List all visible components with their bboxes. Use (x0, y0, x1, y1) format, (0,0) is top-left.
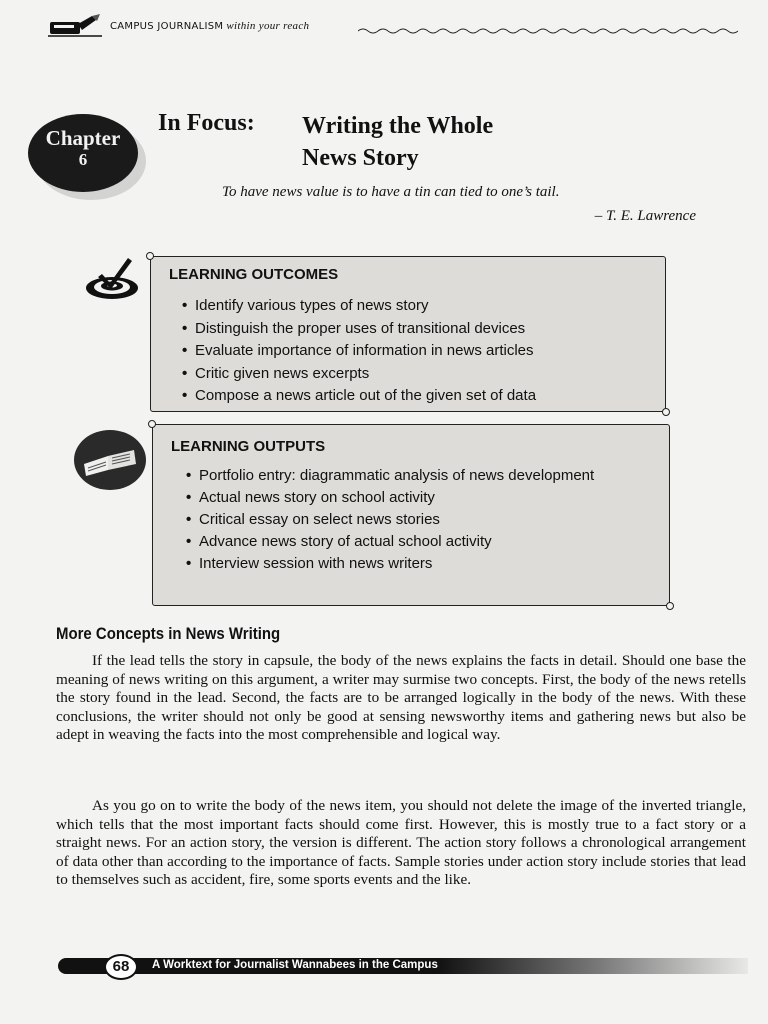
learning-outputs-list (183, 465, 613, 575)
epigraph-quote: To have news value is to have a tin can tied to one’s tail. (222, 184, 560, 200)
body-paragraph: As you go on to write the body of the news item, you should not delete the image of the inverted triangle, which tells that the most important facts should come first. However, this is mostly true to a fact story or a straight news. For an action story, the version is different. The action story follows a chronological arrangement of data other than according to the importance of facts. Sample stories under action story include stories that lead to themselves such as accident, fire, some sports events and the like. (56, 797, 746, 889)
epigraph-author: – T. E. Lawrence (594, 208, 696, 224)
writing-hand-icon (48, 12, 104, 38)
learning-outputs-heading: LEARNING OUTPUTS (171, 438, 326, 455)
list-item: • Distinguish the proper uses of transitional devices (179, 318, 649, 341)
header-brand: CAMPUS JOURNALISM (110, 21, 224, 32)
learning-outcomes-heading: LEARNING OUTCOMES (169, 266, 339, 283)
header-title (110, 20, 309, 32)
body-paragraph: If the lead tells the story in capsule, the body of the news explains the facts in detail. Should one base the meaning of news writing on this argument, a writer may surmise two concepts. First, the body of the news retells the story found in the lead. Second, the facts are to be arranged logically in the body of the news. With these conclusions, the writer should not only be good at sensing newsworthy items and gathering news but also be adept in weaving the facts into the most comprehensible and logical way. (56, 652, 746, 744)
footer-bar (58, 954, 748, 978)
page-number: 68 (104, 954, 138, 980)
list-item: • Interview session with news writers (183, 553, 613, 575)
list-item: • Critic given news excerpts (179, 363, 649, 386)
list-item: • Critical essay on select news stories (183, 509, 613, 531)
list-item: • Identify various types of news story (179, 295, 649, 318)
running-header (48, 10, 738, 44)
footer-text: A Worktext for Journalist Wannabees in the Campus (152, 959, 438, 971)
chapter-label: Chapter (45, 126, 121, 150)
chapter-number: 6 (78, 150, 88, 169)
list-item: • Actual news story on school activity (183, 487, 613, 509)
header-tagline: within your reach (226, 20, 310, 32)
learning-outputs-box (152, 424, 670, 606)
open-book-icon (72, 428, 148, 492)
list-item: • Compose a news article out of the given set of data (179, 385, 649, 408)
learning-outcomes-list (179, 295, 649, 408)
learning-outcomes-box (150, 256, 666, 412)
header-wave-rule (358, 26, 738, 36)
list-item: • Portfolio entry: diagrammatic analysis of news development (183, 465, 613, 487)
chapter-title-line-1: Writing the Whole (302, 113, 494, 139)
chapter-title-line-2: News Story (302, 145, 419, 171)
target-checkmark-icon (84, 256, 142, 300)
list-item: • Advance news story of actual school activity (183, 531, 613, 553)
chapter-badge (20, 108, 150, 204)
section-heading: More Concepts in News Writing (56, 624, 281, 643)
list-item: • Evaluate importance of information in news articles (179, 340, 649, 363)
chapter-kicker: In Focus: (158, 110, 255, 136)
chapter-title (302, 110, 602, 174)
